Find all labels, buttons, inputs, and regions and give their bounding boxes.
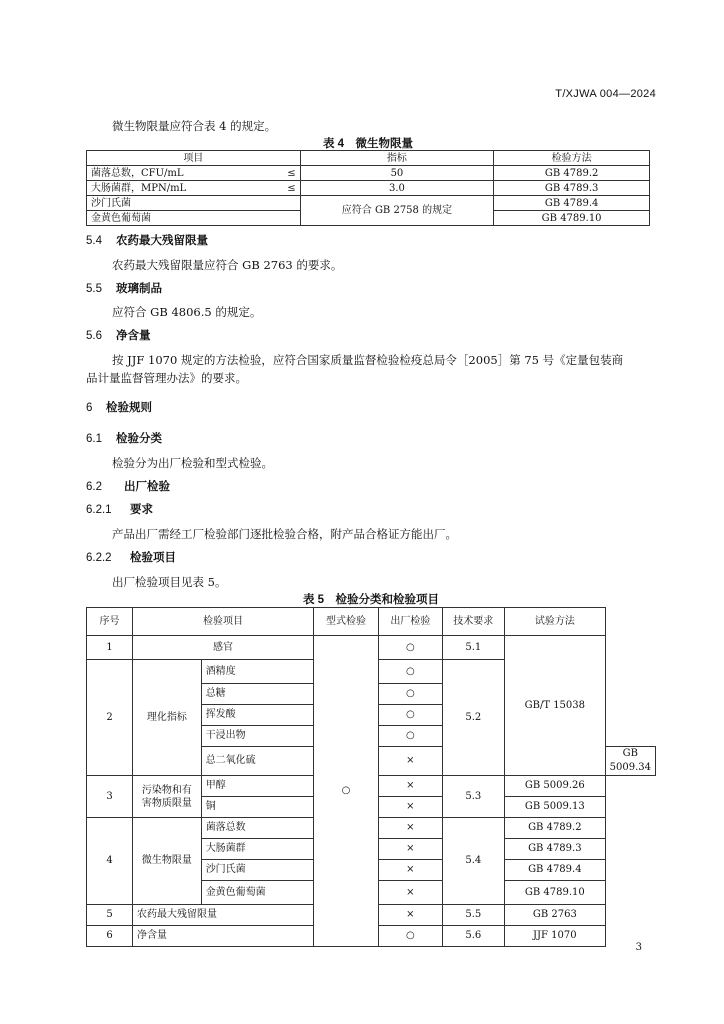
section-text: 出厂检验项目见表 5。 <box>112 575 227 589</box>
factory-check-cell: × <box>379 839 442 860</box>
table-header-cell: 项目 <box>87 151 301 166</box>
factory-check-cell: × <box>379 776 442 797</box>
no-cell: 3 <box>87 776 133 818</box>
section-text: 品计量监督管理办法》的要求。 <box>86 371 247 385</box>
factory-check-cell: × <box>379 860 442 881</box>
method-cell: JJF 1070 <box>505 926 606 947</box>
section-number: 5.6 <box>86 330 102 342</box>
section-text: 按 JJF 1070 规定的方法检验，应符合国家质量监督检验检疫总局令［2005］第 75 号《定量包装商 <box>112 353 624 367</box>
section-number: 6.2.2 <box>86 552 112 564</box>
requirement-cell: 5.4 <box>442 818 504 905</box>
method-cell: GB 2763 <box>505 905 606 926</box>
table-header-cell: 指标 <box>300 151 494 166</box>
section-number: 6.1 <box>86 433 102 445</box>
sub-item-cell: 沙门氏菌 <box>201 860 313 881</box>
item-line: 污染物和有 <box>141 784 192 796</box>
requirement-cell: 5.6 <box>442 926 504 947</box>
section-title: 玻璃制品 <box>116 283 162 295</box>
section-number: 5.4 <box>86 235 102 247</box>
section-title: 检验分类 <box>116 433 162 445</box>
table-header-cell: 技术要求 <box>442 608 504 636</box>
factory-check-cell: ○ <box>379 726 442 747</box>
section-heading-5-6 <box>86 328 151 344</box>
section-number: 6 <box>86 402 93 414</box>
requirement-cell: 5.1 <box>442 636 504 660</box>
item-cell: 农药最大残留限量 <box>133 905 314 926</box>
table-header-cell: 出厂检验 <box>379 608 442 636</box>
item-cell: 沙门氏菌 <box>87 196 301 211</box>
no-cell: 6 <box>87 926 133 947</box>
section-heading-6-1 <box>86 431 162 447</box>
factory-check-cell: ○ <box>379 684 442 705</box>
standard-number: T/XJWA 004—2024 <box>555 88 656 100</box>
section-heading-6 <box>86 400 152 416</box>
section-title: 农药最大残留限量 <box>116 235 208 247</box>
method-cell: GB 4789.10 <box>494 211 650 226</box>
section-text: 检验分为出厂检验和型式检验。 <box>112 456 273 470</box>
factory-check-cell: × <box>379 818 442 839</box>
table5 <box>86 607 656 947</box>
page-number: 3 <box>635 942 642 953</box>
sub-item-cell: 干浸出物 <box>201 726 313 747</box>
factory-check-cell: × <box>379 747 442 776</box>
requirement-cell: 5.2 <box>442 660 504 776</box>
factory-check-cell: × <box>379 905 442 926</box>
sub-item-cell: 挥发酸 <box>201 705 313 726</box>
table-header-cell: 检验方法 <box>494 151 650 166</box>
section-heading-6-2-1 <box>86 502 153 518</box>
section-title: 检验规则 <box>106 402 152 414</box>
value-cell: 3.0 <box>300 181 494 196</box>
value-cell: 50 <box>300 166 494 181</box>
item-cell: 金黄色葡萄菌 <box>87 211 301 226</box>
requirement-cell: 5.5 <box>442 905 504 926</box>
table-row <box>87 636 656 660</box>
method-cell: GB 5009.34 <box>605 747 655 776</box>
method-cell: GB 4789.3 <box>505 839 606 860</box>
method-cell: GB 5009.13 <box>505 797 606 818</box>
sub-item-cell: 总二氧化硫 <box>201 747 313 776</box>
method-cell: GB/T 15038 <box>505 636 606 776</box>
sub-item-cell: 酒精度 <box>201 660 313 684</box>
table-header-cell: 序号 <box>87 608 133 636</box>
method-cell: GB 4789.3 <box>494 181 650 196</box>
factory-check-cell: ○ <box>379 705 442 726</box>
table-header-cell: 型式检验 <box>313 608 378 636</box>
item-cell: 感官 <box>133 636 314 660</box>
method-cell: GB 4789.2 <box>494 166 650 181</box>
factory-check-cell: ○ <box>379 660 442 684</box>
table-row <box>87 166 650 181</box>
symbol-cell: ≤ <box>287 182 296 194</box>
intro-text: 微生物限量应符合表 4 的规定。 <box>112 119 277 133</box>
section-text: 产品出厂需经工厂检验部门逐批检验合格，附产品合格证方能出厂。 <box>112 527 457 541</box>
method-cell: GB 4789.4 <box>494 196 650 211</box>
section-title: 出厂检验 <box>124 481 170 493</box>
table4-caption: 表 4 微生物限量 <box>322 138 414 150</box>
no-cell: 2 <box>87 660 133 776</box>
table-row <box>87 181 650 196</box>
section-title: 检验项目 <box>130 552 176 564</box>
section-heading-6-2 <box>86 479 170 495</box>
table4 <box>86 150 650 226</box>
sub-item-cell: 总糖 <box>201 684 313 705</box>
item-cell: 大肠菌群，MPN/mL <box>91 182 187 194</box>
sub-item-cell: 铜 <box>201 797 313 818</box>
item-cell: 微生物限量 <box>133 818 202 905</box>
factory-check-cell: ○ <box>379 926 442 947</box>
table-header-cell: 试验方法 <box>505 608 606 636</box>
table5-caption: 表 5 检验分类和检验项目 <box>302 594 440 606</box>
section-heading-5-4 <box>86 233 208 249</box>
section-number: 6.2 <box>86 481 102 493</box>
sub-item-cell: 菌落总数 <box>201 818 313 839</box>
section-text: 应符合 GB 4806.5 的规定。 <box>112 305 262 319</box>
item-cell: 菌落总数，CFU/mL <box>91 167 184 179</box>
method-cell: GB 4789.10 <box>505 881 606 905</box>
type-check-cell: ○ <box>313 636 378 947</box>
table-header-row <box>87 151 650 166</box>
section-number: 6.2.1 <box>86 504 112 516</box>
section-text: 农药最大残留限量应符合 GB 2763 的要求。 <box>112 258 343 272</box>
factory-check-cell: × <box>379 797 442 818</box>
table-header-cell: 检验项目 <box>133 608 314 636</box>
section-heading-5-5 <box>86 281 162 297</box>
item-cell <box>133 776 202 818</box>
sub-item-cell: 金黄色葡萄菌 <box>201 881 313 905</box>
section-title: 要求 <box>130 504 153 516</box>
item-cell: 净含量 <box>133 926 314 947</box>
table-row <box>87 196 650 211</box>
item-line: 害物质限量 <box>141 797 192 809</box>
sub-item-cell: 甲醇 <box>201 776 313 797</box>
symbol-cell: ≤ <box>287 167 296 179</box>
method-cell: GB 5009.26 <box>505 776 606 797</box>
sub-item-cell: 大肠菌群 <box>201 839 313 860</box>
requirement-cell: 5.3 <box>442 776 504 818</box>
method-cell: GB 4789.4 <box>505 860 606 881</box>
table-header-row <box>87 608 656 636</box>
factory-check-cell: ○ <box>379 636 442 660</box>
merged-value-cell: 应符合 GB 2758 的规定 <box>300 196 494 226</box>
section-number: 5.5 <box>86 283 102 295</box>
item-cell: 理化指标 <box>133 660 202 776</box>
no-cell: 1 <box>87 636 133 660</box>
no-cell: 4 <box>87 818 133 905</box>
section-title: 净含量 <box>116 330 151 342</box>
factory-check-cell: × <box>379 881 442 905</box>
no-cell: 5 <box>87 905 133 926</box>
method-cell: GB 4789.2 <box>505 818 606 839</box>
section-heading-6-2-2 <box>86 550 176 566</box>
